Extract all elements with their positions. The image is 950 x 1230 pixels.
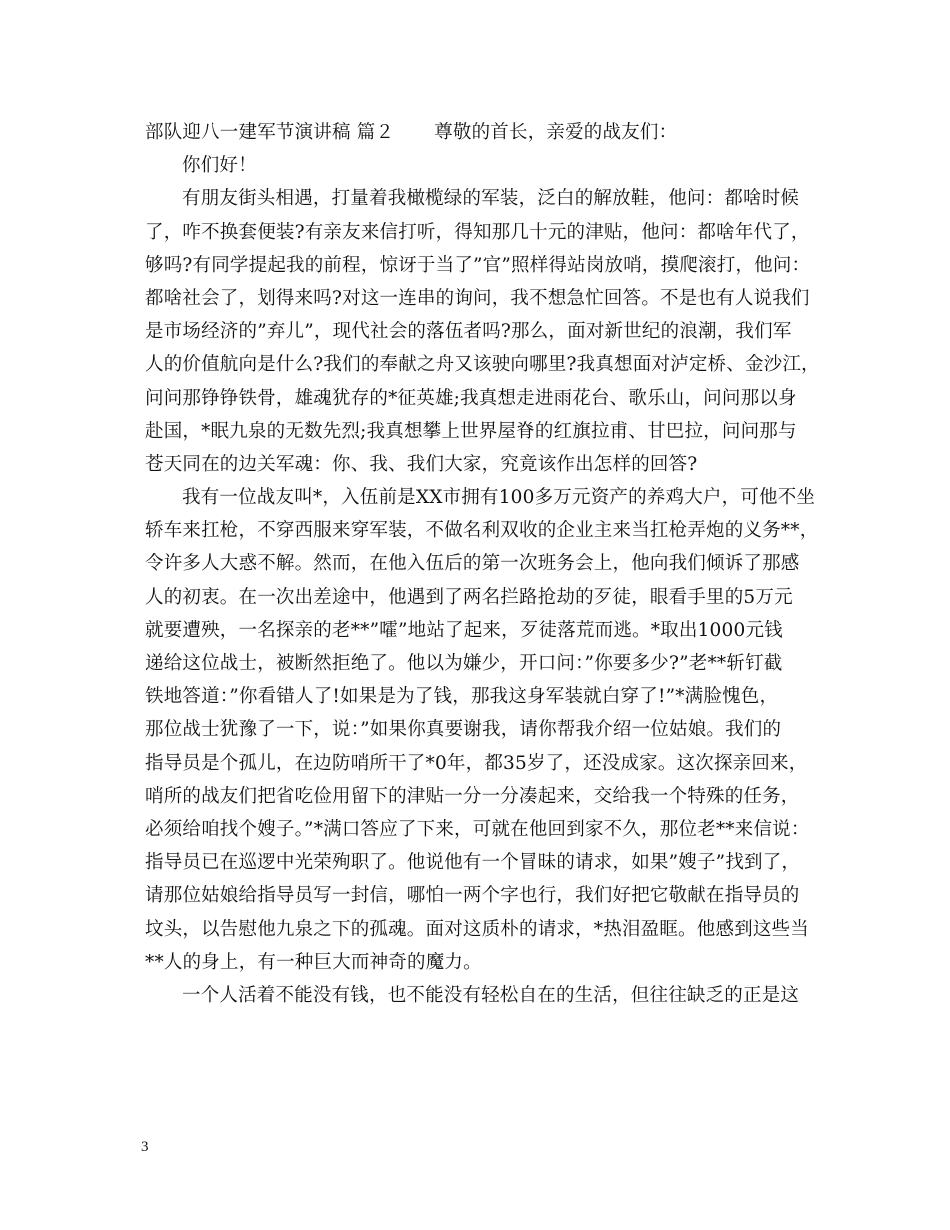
text-line: 我有一位战友叫*，入伍前是XX市拥有100多万元资产的养鸡大户，可他不坐 <box>182 487 816 509</box>
text-line: 递给这位战士，被断然拒绝了。他以为嫌少，开口问：”你要多少?”老**斩钉截 <box>145 653 783 674</box>
text-line: 赴国，*眠九泉的无数先烈;我真想攀上世界屋脊的红旗拉甫、甘巴拉，问问那与 <box>145 420 797 442</box>
speech-lines <box>145 149 820 1012</box>
text-line: 那位战士犹豫了一下，说：”如果你真要谢我，请你帮我介绍一位姑娘。我们的 <box>145 719 782 741</box>
document-body <box>145 116 820 1012</box>
text-line: 有朋友街头相遇，打量着我橄榄绿的军装，泛白的解放鞋，他问：都啥时候 <box>182 188 800 210</box>
text-line: 一个人活着不能没有钱，也不能没有轻松自在的生活，但往往缺乏的正是这 <box>182 984 800 1006</box>
text-line: 你们好！ <box>182 155 257 177</box>
text-line: 指导员已在巡逻中光荣殉职了。他说他有一个冒昧的请求，如果”嫂子”找到了， <box>145 852 801 874</box>
text-line: 够吗?有同学提起我的前程，惊讶于当了”官”照样得站岗放哨，摸爬滚打，他问： <box>145 254 811 276</box>
text-line: 轿车来扛枪，不穿西服来穿军装，不做名利双收的企业主来当扛枪弄炮的义务**， <box>145 520 819 542</box>
text-line: 指导员是个孤儿，在边防哨所干了*0年，都35岁了，还没成家。这次探亲回来， <box>145 752 808 774</box>
text-line: 哨所的战友们把省吃俭用留下的津贴一分一分凑起来，交给我一个特殊的任务， <box>145 785 800 807</box>
text-line: **人的身上，有一种巨大而神奇的魔力。 <box>145 951 482 973</box>
text-line: 问问那铮铮铁骨，雄魂犹存的*征英雄;我真想走进雨花台、歌乐山，问问那以身 <box>145 387 797 409</box>
text-line: 是市场经济的”弃儿”，现代社会的落伍者吗?那么，面对新世纪的浪潮，我们军 <box>145 321 792 343</box>
text-line: 铁地答道：”你看错人了!如果是为了钱，那我这身军装就白穿了!”*满脸愧色， <box>145 686 779 708</box>
text-line: 令许多人大惑不解。然而，在他入伍后的第一次班务会上，他向我们倾诉了那感 <box>145 553 800 575</box>
text-line: 必须给咱找个嫂子。”*满口答应了下来，可就在他回到家不久，那位老**来信说： <box>145 818 810 840</box>
salutation: 尊敬的首长，亲爱的战友们： <box>434 122 678 143</box>
text-line: 苍天同在的边关军魂：你、我、我们大家，究竟该作出怎样的回答? <box>145 453 698 475</box>
text-line: 人的价值航向是什么?我们的奉献之舟又该驶向哪里?我真想面对泸定桥、金沙江， <box>145 354 820 376</box>
text-line: 了，咋不换套便装?有亲友来信打听，得知那几十元的津贴，他问：都啥年代了， <box>145 221 810 243</box>
header-line <box>145 116 813 149</box>
page-number: 3 <box>141 1139 149 1155</box>
text-line: 请那位姑娘给指导员写一封信，哪怕一两个字也行，我们好把它敬献在指导员的 <box>145 885 800 907</box>
text-line: 都啥社会了，划得来吗?对这一连串的询问，我不想急忙回答。不是也有人说我们 <box>145 287 810 309</box>
text-line: 就要遭殃，一名探亲的老**”嚯”地站了起来，歹徒落荒而逃。*取出1000元钱 <box>145 619 783 641</box>
text-line: 坟头，以告慰他九泉之下的孤魂。面对这质朴的请求，*热泪盈眶。他感到这些当 <box>145 918 809 940</box>
text-line: 人的初衷。在一次出差途中，他遇到了两名拦路抢劫的歹徒，眼看手里的5万元 <box>145 586 793 608</box>
document-title: 部队迎八一建军节演讲稿 篇２ <box>145 122 395 143</box>
